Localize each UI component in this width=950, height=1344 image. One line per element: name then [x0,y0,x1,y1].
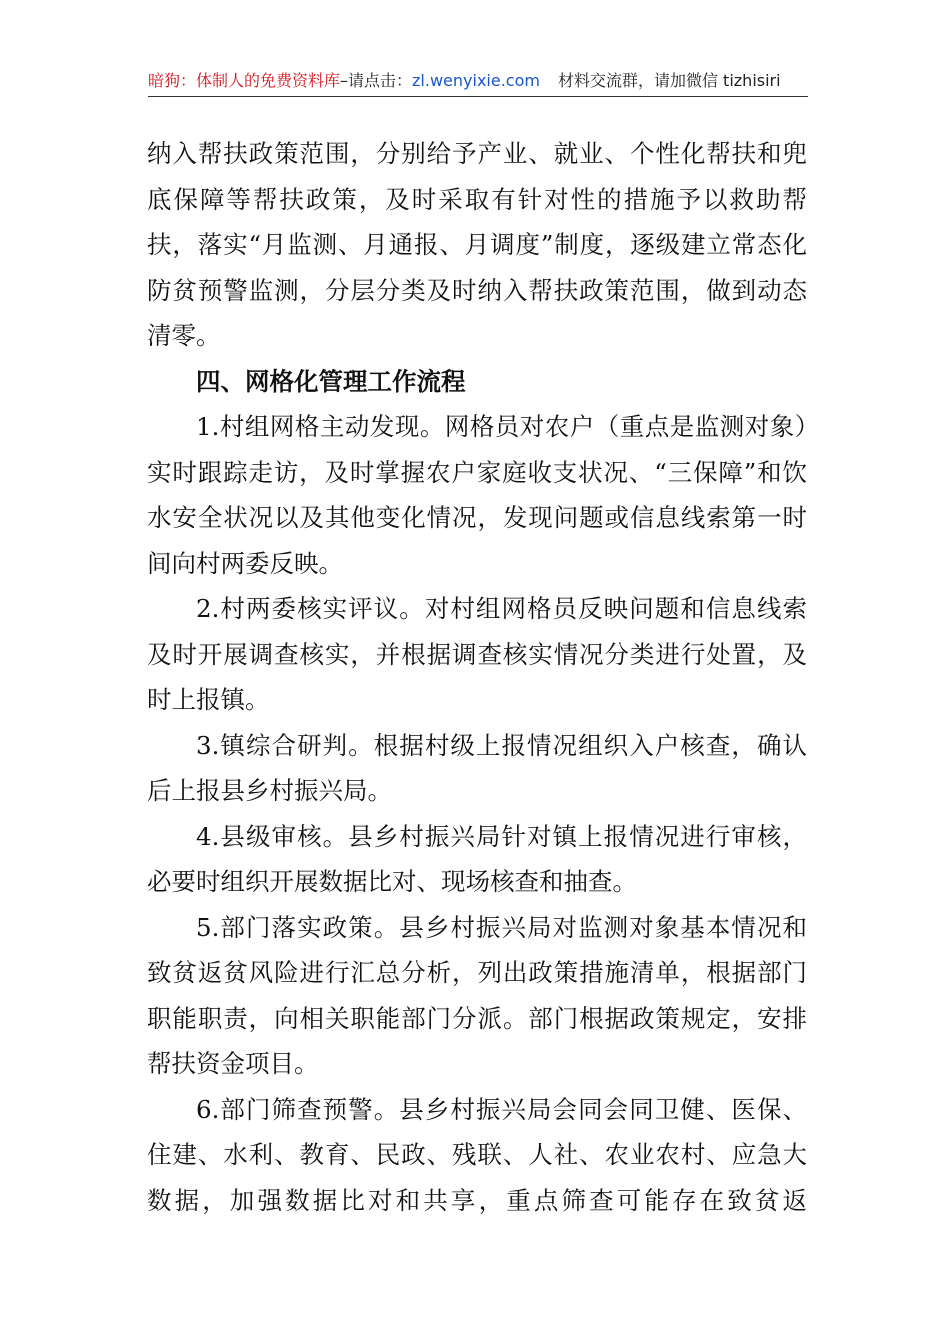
header-url-link[interactable]: zl.wenyixie.com [412,71,540,90]
header-click-prompt: –请点击： [340,71,413,90]
paragraph-continuation: 纳入帮扶政策范围，分别给予产业、就业、个性化帮扶和兜底保障等帮扶政策，及时采取有针对性的措施予以救助帮扶，落实“月监测、月通报、月调度”制度，逐级建立常态化防贫预警监测，分层分类及时纳入帮扶政策范围，做到动态清零。 [147,139,807,350]
list-item: 2.村两委核实评议。对村组网格员反映问题和信息线索及时开展调查核实，并根据调查核实情况分类进行处置，及时上报镇。 [147,594,807,714]
page-header [148,66,808,97]
list-item: 5.部门落实政策。县乡村振兴局对监测对象基本情况和致贫返贫风险进行汇总分析，列出政策措施清单，根据部门职能职责，向相关职能部门分派。部门根据政策规定，安排帮扶资金项目。 [147,912,807,1078]
section-heading: 四、网格化管理工作流程 [196,366,466,396]
header-site-label: 暗狗：体制人的免费资料库 [148,71,341,90]
header-group-note: 材料交流群，请加微信 tizhisiri [557,71,781,90]
list-item: 6.部门筛查预警。县乡村振兴局会同会同卫健、医保、住建、水利、教育、民政、残联、人社、农业农村、应急大数据，加强数据比对和共享，重点筛查可能存在致贫返 [147,1094,807,1215]
document-body [147,131,807,1223]
list-item: 3.镇综合研判。根据村级上报情况组织入户核查，确认后上报县乡村振兴局。 [147,730,807,805]
list-item: 4.县级审核。县乡村振兴局针对镇上报情况进行审核，必要时组织开展数据比对、现场核查和抽查。 [147,821,807,896]
list-item: 1.村组网格主动发现。网格员对农户（重点是监测对象）实时跟踪走访，及时掌握农户家庭收支状况、“三保障”和饮水安全状况以及其他变化情况，发现问题或信息线索第一时间向村两委反映。 [147,412,807,578]
